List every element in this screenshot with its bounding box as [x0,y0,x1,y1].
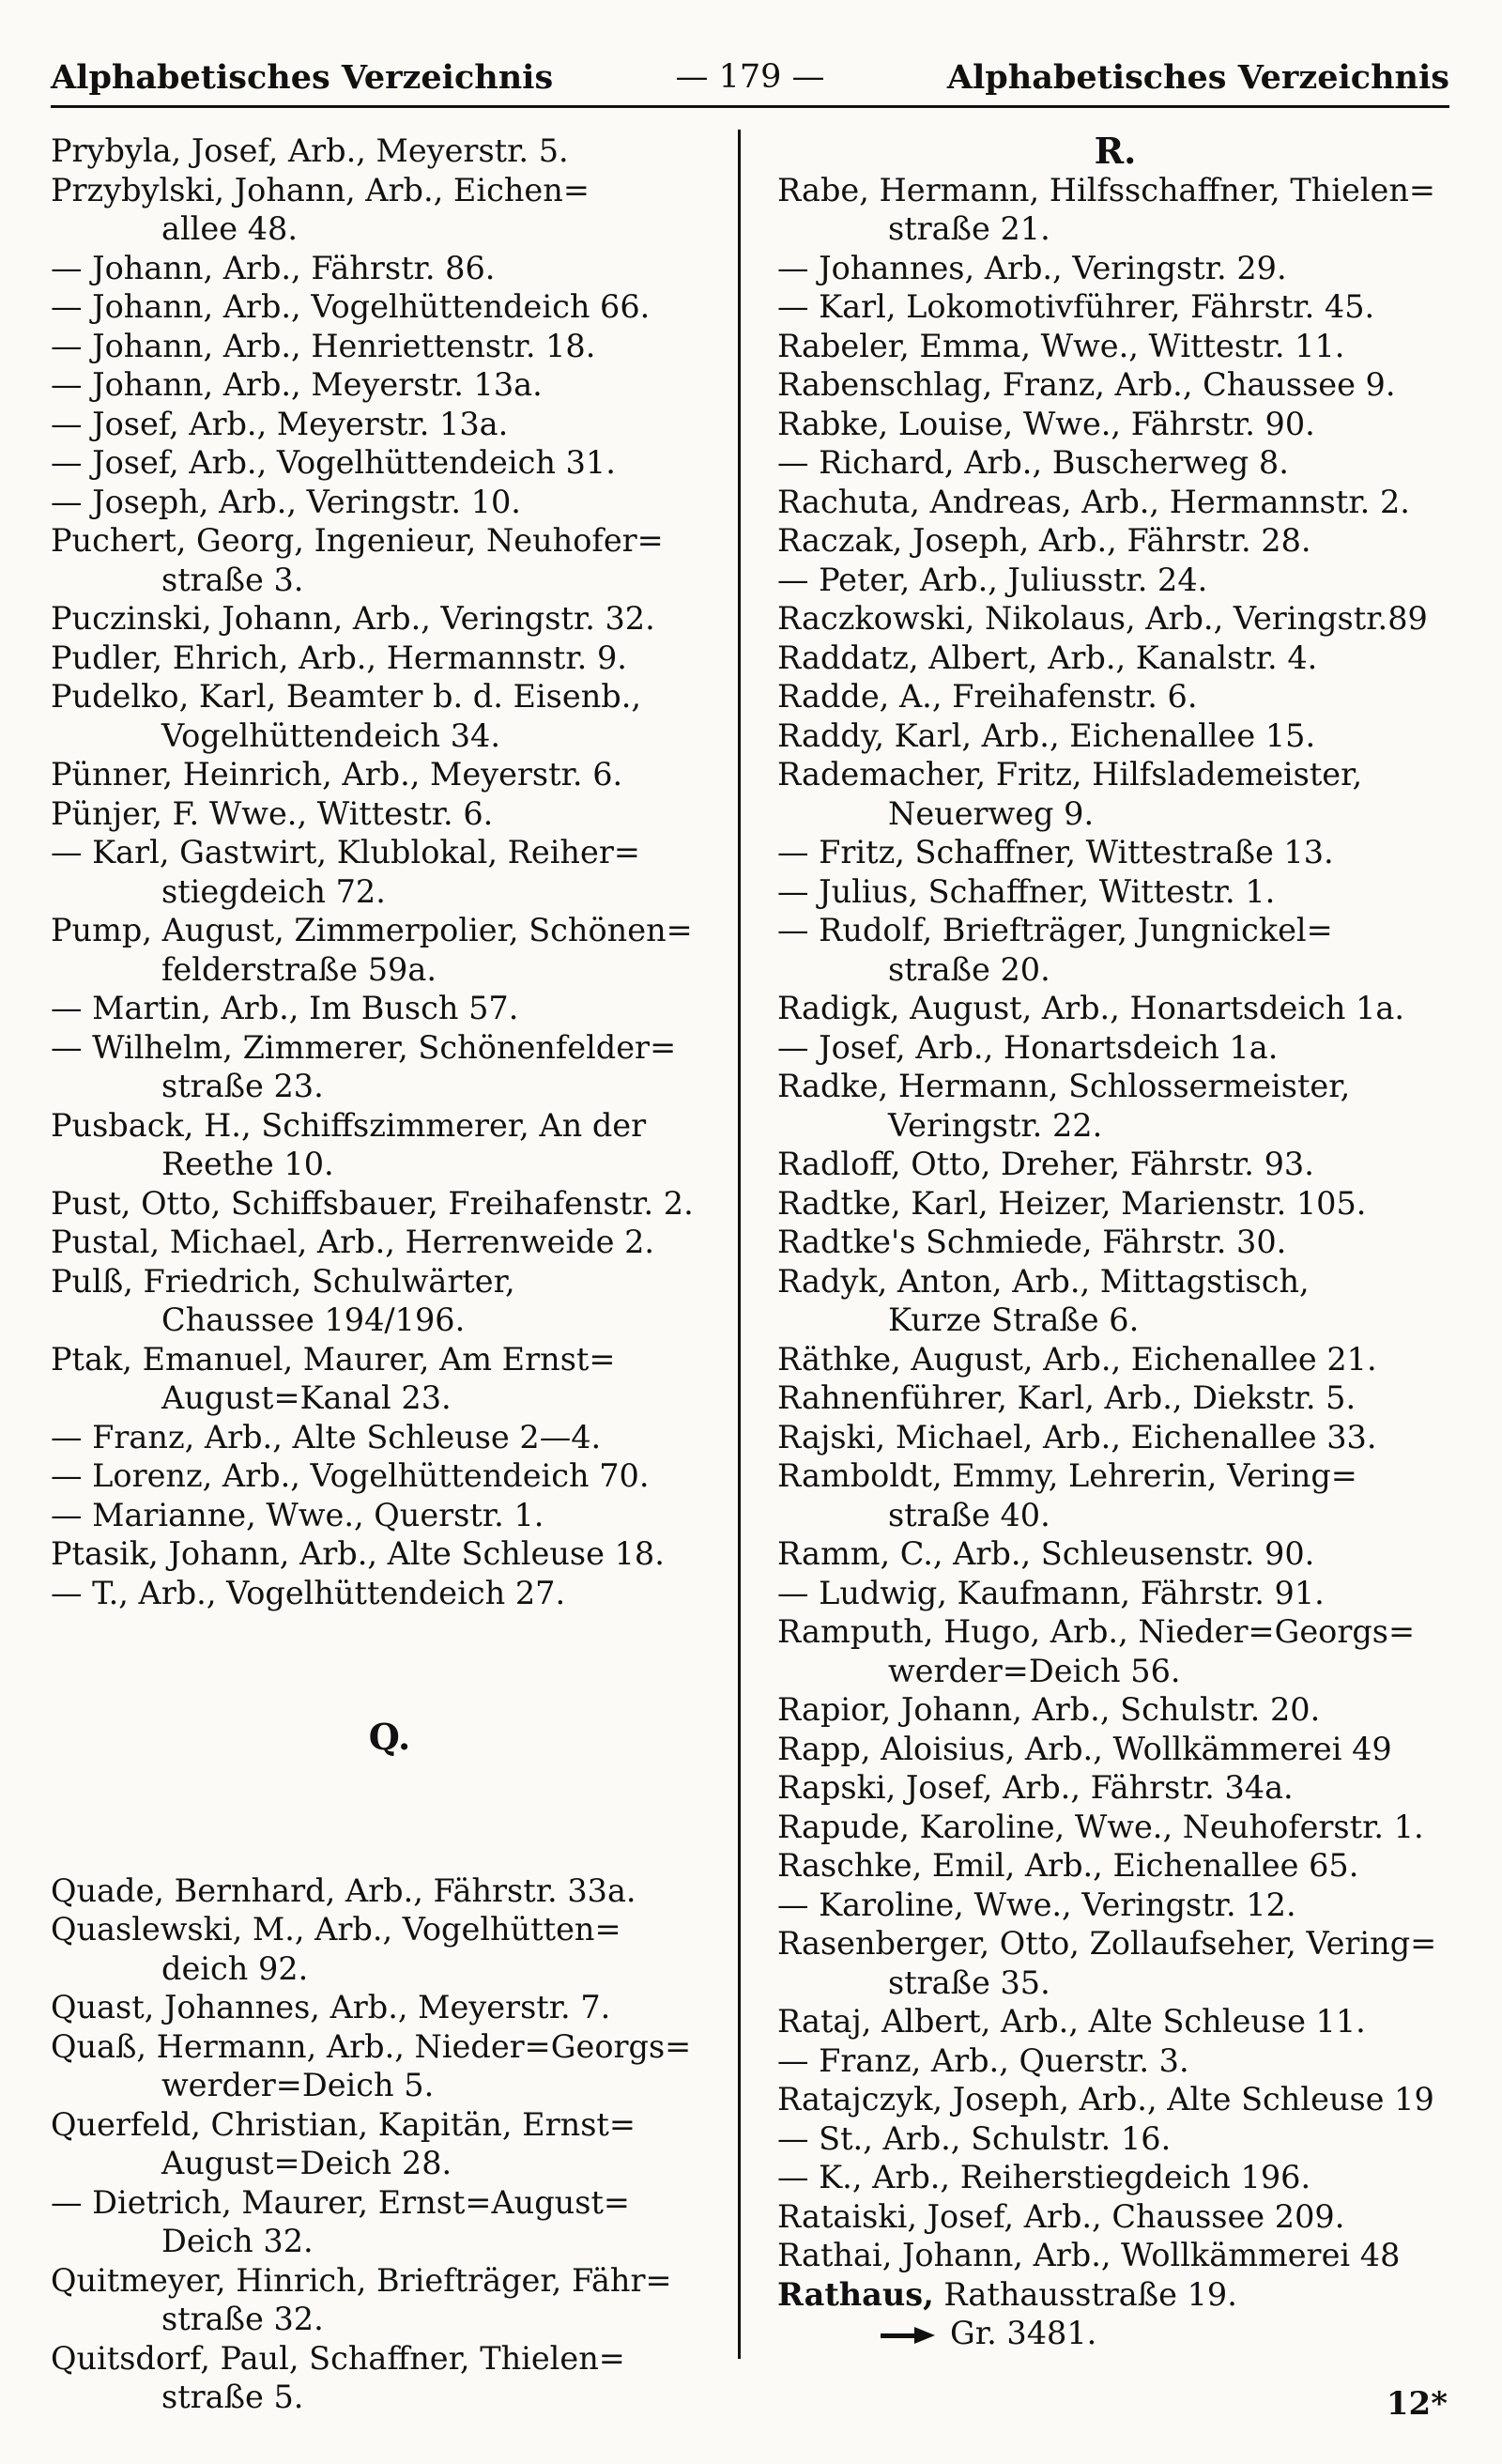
directory-entry: — Johann, Arb., Vogelhüttendeich 66. [51,288,651,325]
entry-continuation: straße 21. [888,210,1050,247]
rathaus-address: Rathausstraße 19. [943,2275,1237,2313]
directory-entry: Pudler, Ehrich, Arb., Hermannstr. 9. [51,639,627,676]
directory-entry: Rabe, Hermann, Hilfsschaffner, Thielen= [777,171,1435,208]
directory-entry: Rahnenführer, Karl, Arb., Diekstr. 5. [777,1379,1356,1416]
directory-entry: Rademacher, Fritz, Hilfslademeister, [777,756,1363,793]
directory-entry: — Julius, Schaffner, Wittestr. 1. [777,872,1276,910]
entry-continuation: Kurze Straße 6. [888,1301,1140,1338]
directory-entry: — Josef, Arb., Meyerstr. 13a. [51,405,509,442]
directory-entry: Prybyla, Josef, Arb., Meyerstr. 5. [51,132,569,169]
header-left-title: Alphabetisches Verzeichnis [51,58,554,97]
directory-entry: Pust, Otto, Schiffsbauer, Freihafenstr. 2. [51,1184,694,1222]
header-right-title: Alphabetisches Verzeichnis [946,58,1449,97]
directory-entry: Quaß, Hermann, Arb., Nieder=Georgs= [51,2027,692,2065]
signature-mark: 12* [1386,2385,1448,2423]
right-column-entries [777,131,1453,2275]
rathaus-phone: Gr. 3481. [950,2315,1097,2351]
entry-continuation: Neuerweg 9. [888,794,1095,832]
entry-continuation: Chaussee 194/196. [161,1301,466,1338]
directory-entry: Rabenschlag, Franz, Arb., Chaussee 9. [777,366,1396,403]
directory-entry: Raddatz, Albert, Arb., Kanalstr. 4. [777,639,1318,676]
entry-continuation: felderstraße 59a. [161,950,437,988]
entry-continuation: Veringstr. 22. [888,1106,1103,1144]
directory-entry: — Joseph, Arb., Veringstr. 10. [51,483,521,520]
directory-entry: — Marianne, Wwe., Querstr. 1. [51,1496,544,1533]
directory-entry: Ptasik, Johann, Arb., Alte Schleuse 18. [51,1535,665,1572]
directory-entry: Rabeler, Emma, Wwe., Wittestr. 11. [777,327,1345,364]
directory-entry: Rapude, Karoline, Wwe., Neuhoferstr. 1. [777,1808,1424,1845]
directory-entry: Räthke, August, Arb., Eichenallee 21. [777,1340,1377,1378]
directory-entry: Radyk, Anton, Arb., Mittagstisch, [777,1262,1310,1300]
entry-continuation: straße 3. [161,561,304,598]
rathaus-name: Rathaus, [777,2275,934,2313]
directory-entry: Raczkowski, Nikolaus, Arb., Veringstr.89 [777,600,1428,637]
directory-entry: — Lorenz, Arb., Vogelhüttendeich 70. [51,1457,650,1494]
telephone-arrow-icon [881,2327,941,2344]
directory-entry: — Josef, Arb., Vogelhüttendeich 31. [51,444,616,481]
entry-continuation: straße 35. [888,1964,1050,2001]
directory-entry: Rapior, Johann, Arb., Schulstr. 20. [777,1691,1321,1728]
directory-entry: — Franz, Arb., Querstr. 3. [777,2041,1189,2079]
entry-continuation: allee 48. [161,210,298,247]
directory-entry: Ratajczyk, Joseph, Arb., Alte Schleuse 19 [777,2081,1434,2118]
directory-entry: — Karoline, Wwe., Veringstr. 12. [777,1886,1296,1923]
directory-entry: Ramboldt, Emmy, Lehrerin, Vering= [777,1457,1357,1494]
directory-entry: — T., Arb., Vogelhüttendeich 27. [51,1574,566,1611]
directory-entry: Raddy, Karl, Arb., Eichenallee 15. [777,716,1316,754]
section-letter: Q. [368,1717,411,1757]
entry-continuation: straße 23. [161,1068,324,1104]
directory-entry: Puczinski, Johann, Arb., Veringstr. 32. [51,600,655,637]
directory-entry: Pünner, Heinrich, Arb., Meyerstr. 6. [51,756,623,793]
directory-entry: Rabke, Louise, Wwe., Fährstr. 90. [777,405,1315,442]
directory-entry: — Rudolf, Briefträger, Jungnickel= [777,912,1333,948]
directory-entry: Radtke, Karl, Heizer, Marienstr. 105. [777,1184,1367,1222]
directory-entry: — Johann, Arb., Fährstr. 86. [51,249,496,286]
directory-entry: — Ludwig, Kaufmann, Fährstr. 91. [777,1574,1325,1611]
directory-entry: Radke, Hermann, Schlossermeister, [777,1068,1351,1104]
directory-entry: Rataiski, Josef, Arb., Chaussee 209. [777,2197,1345,2235]
directory-entry: Quade, Bernhard, Arb., Fährstr. 33a. [51,1871,636,1909]
directory-entry: Rathai, Johann, Arb., Wollkämmerei 48 [777,2237,1401,2273]
directory-entry: Rasenberger, Otto, Zollaufseher, Vering= [777,1925,1437,1962]
directory-entry: Puchert, Georg, Ingenieur, Neuhofer= [51,522,664,559]
directory-entry: Pulß, Friedrich, Schulwärter, [51,1262,515,1300]
column-divider [738,130,741,2359]
directory-entry: Ramputh, Hugo, Arb., Nieder=Georgs= [777,1613,1416,1650]
entry-continuation: stiegdeich 72. [161,872,386,910]
entry-continuation: werder=Deich 56. [888,1652,1181,1689]
header-rule [51,105,1449,108]
directory-entry: Radloff, Otto, Dreher, Fährstr. 93. [777,1146,1314,1182]
directory-entry: Pump, August, Zimmerpolier, Schönen= [51,912,693,948]
directory-entry: Rapski, Josef, Arb., Fährstr. 34a. [777,1769,1294,1806]
entry-continuation: Deich 32. [161,2223,314,2259]
directory-entry: — Franz, Arb., Alte Schleuse 2—4. [51,1418,602,1455]
directory-entry: — Johann, Arb., Meyerstr. 13a. [51,366,543,403]
directory-entry: Rapp, Aloisius, Arb., Wollkämmerei 49 [777,1730,1392,1767]
directory-entry: — Peter, Arb., Juliusstr. 24. [777,561,1208,598]
right-column [777,131,1453,2353]
entry-continuation: straße 32. [161,2301,324,2337]
entry-continuation: straße 20. [888,950,1050,988]
directory-entry: Pustal, Michael, Arb., Herrenweide 2. [51,1224,655,1260]
directory-entry: Querfeld, Christian, Kapitän, Ernst= [51,2105,636,2143]
directory-entry: Quitmeyer, Hinrich, Briefträger, Fähr= [51,2261,672,2299]
directory-entry: — Wilhelm, Zimmerer, Schönenfelder= [51,1028,677,1066]
directory-entry: Rajski, Michael, Arb., Eichenallee 33. [777,1418,1377,1455]
directory-entry: — Johann, Arb., Henriettenstr. 18. [51,327,596,364]
page-number: — 179 — [675,58,825,96]
directory-entry: Pusback, H., Schiffszimmerer, An der [51,1106,647,1144]
rathaus-phone-line [777,2314,1453,2353]
entry-continuation: August=Kanal 23. [161,1379,452,1416]
entry-continuation: straße 5. [161,2379,304,2415]
directory-entry: Radde, A., Freihafenstr. 6. [777,678,1198,715]
directory-entry: Przybylski, Johann, Arb., Eichen= [51,171,590,208]
directory-entry: — Karl, Lokomotivführer, Fährstr. 45. [777,288,1375,325]
directory-entry: — K., Arb., Reiherstiegdeich 196. [777,2159,1311,2195]
directory-entry: Quitsdorf, Paul, Schaffner, Thielen= [51,2339,625,2377]
entry-continuation: straße 40. [888,1496,1050,1533]
entry-continuation: deich 92. [161,1949,309,1987]
directory-entry: — St., Arb., Schulstr. 16. [777,2119,1172,2157]
directory-entry: Pünjer, F. Wwe., Wittestr. 6. [51,794,494,832]
directory-entry: Pudelko, Karl, Beamter b. d. Eisenb., [51,678,642,715]
entry-continuation: August=Deich 28. [161,2145,452,2181]
directory-entry: Quast, Johannes, Arb., Meyerstr. 7. [51,1989,611,2025]
left-column [51,131,728,2417]
directory-entry: — Johannes, Arb., Veringstr. 29. [777,249,1287,286]
directory-entry: — Karl, Gastwirt, Klublokal, Reiher= [51,834,640,870]
directory-entry: Ptak, Emanuel, Maurer, Am Ernst= [51,1340,616,1378]
directory-entry: Quaslewski, M., Arb., Vogelhütten= [51,1911,621,1948]
section-letter: R. [1094,131,1137,171]
directory-entry: Rachuta, Andreas, Arb., Hermannstr. 2. [777,483,1410,520]
directory-entry: — Fritz, Schaffner, Wittestraße 13. [777,834,1334,870]
entry-continuation: Vogelhüttendeich 34. [161,716,500,754]
directory-entry: — Richard, Arb., Buscherweg 8. [777,444,1289,481]
rathaus-entry [777,2275,1453,2315]
directory-entry: — Josef, Arb., Honartsdeich 1a. [777,1028,1279,1066]
directory-entry: Radtke's Schmiede, Fährstr. 30. [777,1224,1287,1260]
directory-entry: Raschke, Emil, Arb., Eichenallee 65. [777,1847,1359,1884]
page-header [51,58,1449,105]
directory-entry: — Martin, Arb., Im Busch 57. [51,990,519,1026]
entry-continuation: werder=Deich 5. [161,2067,435,2103]
directory-entry: Ramm, C., Arb., Schleusenstr. 90. [777,1535,1315,1572]
entry-continuation: Reethe 10. [161,1146,334,1182]
directory-entry: Raczak, Joseph, Arb., Fährstr. 28. [777,522,1311,559]
directory-entry: Rataj, Albert, Arb., Alte Schleuse 11. [777,2003,1366,2040]
directory-entry: Radigk, August, Arb., Honartsdeich 1a. [777,990,1405,1026]
directory-entry: — Dietrich, Maurer, Ernst=August= [51,2183,630,2221]
